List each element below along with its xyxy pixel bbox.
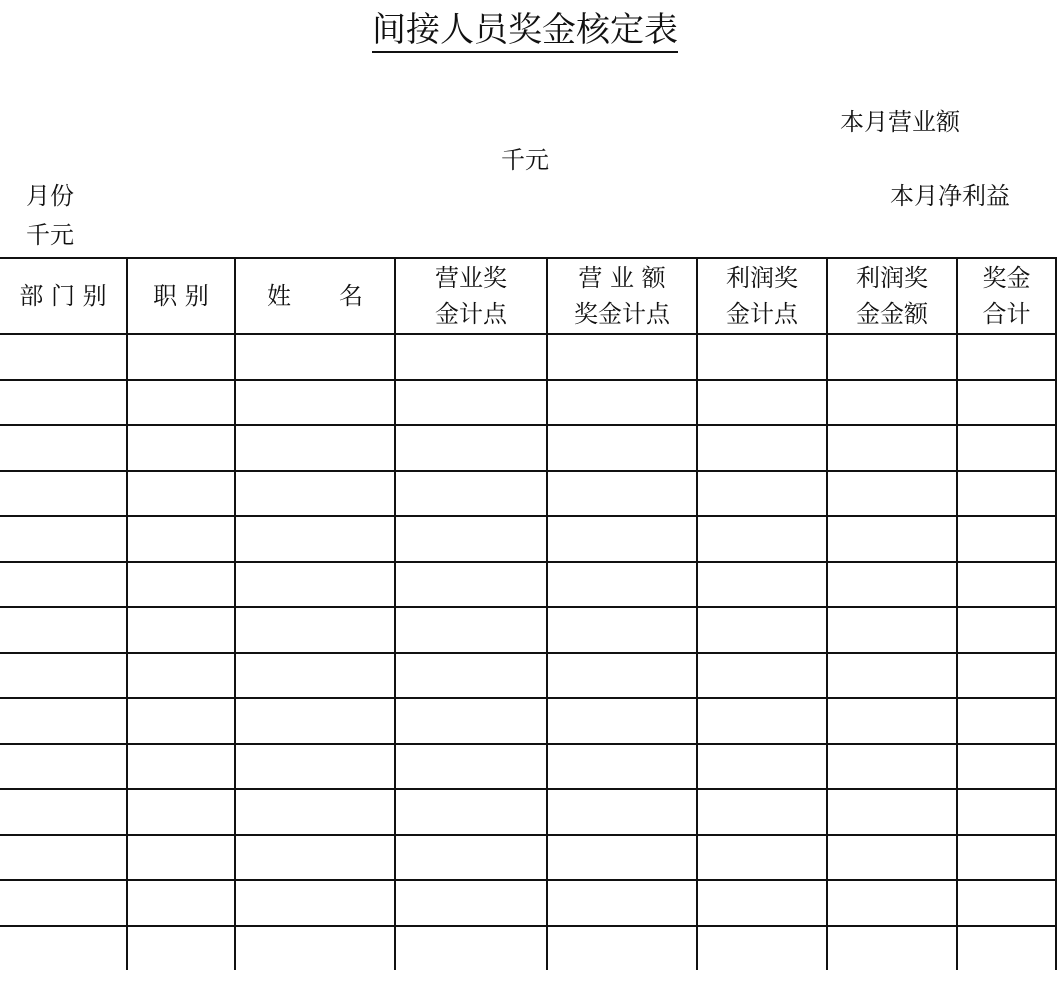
table-cell[interactable]: [547, 380, 697, 426]
table-cell[interactable]: [827, 653, 957, 699]
table-cell[interactable]: [235, 471, 395, 517]
table-row: [0, 835, 1056, 881]
table-cell[interactable]: [0, 789, 127, 835]
table-cell[interactable]: [127, 698, 235, 744]
table-cell[interactable]: [395, 516, 547, 562]
table-cell[interactable]: [127, 425, 235, 471]
table-cell[interactable]: [0, 880, 127, 926]
table-cell[interactable]: [957, 607, 1056, 653]
table-cell[interactable]: [395, 698, 547, 744]
table-cell[interactable]: [395, 471, 547, 517]
table-row: [0, 789, 1056, 835]
table-cell[interactable]: [827, 744, 957, 790]
table-cell[interactable]: [547, 880, 697, 926]
table-body: [0, 334, 1056, 970]
table-row: [0, 516, 1056, 562]
table-cell[interactable]: [697, 653, 827, 699]
table-row: [0, 926, 1056, 971]
table-cell[interactable]: [697, 835, 827, 881]
table-cell[interactable]: [697, 789, 827, 835]
table-row: [0, 562, 1056, 608]
table-cell[interactable]: [547, 653, 697, 699]
table-cell[interactable]: [235, 425, 395, 471]
profit-unit-label: 千元: [26, 221, 74, 249]
revenue-unit-label: 千元: [501, 146, 549, 174]
table-cell[interactable]: [235, 516, 395, 562]
table-cell[interactable]: [127, 471, 235, 517]
table-row: [0, 698, 1056, 744]
table-cell[interactable]: [0, 926, 127, 971]
table-cell[interactable]: [395, 880, 547, 926]
table-cell[interactable]: [0, 744, 127, 790]
table-cell[interactable]: [957, 744, 1056, 790]
table-cell[interactable]: [127, 653, 235, 699]
table-cell[interactable]: [235, 789, 395, 835]
table-cell[interactable]: [127, 516, 235, 562]
table-cell[interactable]: [127, 926, 235, 971]
table-row: [0, 380, 1056, 426]
table-cell[interactable]: [395, 926, 547, 971]
table-cell[interactable]: [235, 835, 395, 881]
table-cell[interactable]: [957, 334, 1056, 380]
table-cell[interactable]: [395, 744, 547, 790]
table-cell[interactable]: [547, 562, 697, 608]
table-cell[interactable]: [0, 425, 127, 471]
table-cell[interactable]: [547, 744, 697, 790]
table-cell[interactable]: [957, 926, 1056, 971]
table-cell[interactable]: [395, 562, 547, 608]
table-row: [0, 425, 1056, 471]
table-cell[interactable]: [697, 516, 827, 562]
table-cell[interactable]: [235, 334, 395, 380]
table-cell[interactable]: [0, 516, 127, 562]
table-cell[interactable]: [697, 562, 827, 608]
col-header-revenue-amount-bonus-points: 营 业 额 奖金计点: [547, 258, 697, 334]
table-cell[interactable]: [697, 334, 827, 380]
table-cell[interactable]: [0, 698, 127, 744]
table-cell[interactable]: [127, 380, 235, 426]
table-cell[interactable]: [395, 607, 547, 653]
table-cell[interactable]: [547, 334, 697, 380]
table-row: [0, 607, 1056, 653]
table-cell[interactable]: [697, 471, 827, 517]
table-cell[interactable]: [0, 607, 127, 653]
table-cell[interactable]: [0, 562, 127, 608]
table-cell[interactable]: [395, 835, 547, 881]
table-cell[interactable]: [547, 471, 697, 517]
table-cell[interactable]: [697, 698, 827, 744]
table-cell[interactable]: [827, 380, 957, 426]
table-cell[interactable]: [395, 789, 547, 835]
table-cell[interactable]: [547, 926, 697, 971]
table-cell[interactable]: [547, 789, 697, 835]
col-header-revenue-bonus-points: 营业奖 金计点: [395, 258, 547, 334]
table-cell[interactable]: [697, 425, 827, 471]
table-header-row: [0, 258, 1056, 334]
col-header-name: 姓 名: [235, 258, 395, 334]
table-cell[interactable]: [827, 789, 957, 835]
table-cell[interactable]: [0, 835, 127, 881]
table-cell[interactable]: [697, 744, 827, 790]
table-cell[interactable]: [957, 653, 1056, 699]
table-cell[interactable]: [957, 380, 1056, 426]
table-cell[interactable]: [697, 380, 827, 426]
table-cell[interactable]: [127, 562, 235, 608]
table-cell[interactable]: [827, 562, 957, 608]
table-cell[interactable]: [235, 380, 395, 426]
table-cell[interactable]: [957, 880, 1056, 926]
table-cell[interactable]: [697, 880, 827, 926]
table-cell[interactable]: [827, 607, 957, 653]
table-cell[interactable]: [547, 698, 697, 744]
table-cell[interactable]: [235, 926, 395, 971]
table-cell[interactable]: [235, 653, 395, 699]
table-cell[interactable]: [127, 744, 235, 790]
table-cell[interactable]: [957, 516, 1056, 562]
table-cell[interactable]: [957, 698, 1056, 744]
monthly-revenue-label: 本月营业额: [840, 108, 960, 136]
col-header-bonus-total: 奖金 合计: [957, 258, 1056, 334]
month-label: 月份: [26, 182, 74, 210]
table-cell[interactable]: [827, 471, 957, 517]
table-cell[interactable]: [395, 425, 547, 471]
table-cell[interactable]: [127, 835, 235, 881]
table-cell[interactable]: [235, 744, 395, 790]
table-cell[interactable]: [127, 607, 235, 653]
col-header-profit-bonus-points: 利润奖 金计点: [697, 258, 827, 334]
table-cell[interactable]: [235, 880, 395, 926]
table-cell[interactable]: [127, 880, 235, 926]
table-cell[interactable]: [127, 334, 235, 380]
table-cell[interactable]: [0, 334, 127, 380]
table-cell[interactable]: [827, 698, 957, 744]
table-cell[interactable]: [235, 698, 395, 744]
form-title: 间接人员奖金核定表: [0, 6, 1050, 54]
table-cell[interactable]: [547, 607, 697, 653]
table-cell[interactable]: [0, 380, 127, 426]
col-header-profit-bonus-amount: 利润奖 金金额: [827, 258, 957, 334]
table-cell[interactable]: [697, 607, 827, 653]
table-cell[interactable]: [547, 516, 697, 562]
table-cell[interactable]: [547, 835, 697, 881]
table-cell[interactable]: [827, 425, 957, 471]
table-cell[interactable]: [957, 835, 1056, 881]
table-cell[interactable]: [827, 880, 957, 926]
table-row: [0, 471, 1056, 517]
table-cell[interactable]: [235, 607, 395, 653]
table-cell[interactable]: [127, 789, 235, 835]
table-cell[interactable]: [957, 425, 1056, 471]
table-cell[interactable]: [0, 471, 127, 517]
table-cell[interactable]: [827, 926, 957, 971]
table-cell[interactable]: [957, 789, 1056, 835]
table-cell[interactable]: [395, 380, 547, 426]
table-cell[interactable]: [697, 926, 827, 971]
monthly-profit-label: 本月净利益: [890, 182, 1010, 210]
col-header-position: 职 别: [127, 258, 235, 334]
table-cell[interactable]: [235, 562, 395, 608]
table-cell[interactable]: [827, 835, 957, 881]
table-row: [0, 744, 1056, 790]
table-cell[interactable]: [827, 516, 957, 562]
table-cell[interactable]: [0, 653, 127, 699]
table-cell[interactable]: [827, 334, 957, 380]
table-row: [0, 334, 1056, 380]
table-row: [0, 880, 1056, 926]
table-cell[interactable]: [395, 653, 547, 699]
table-cell[interactable]: [957, 562, 1056, 608]
table-cell[interactable]: [957, 471, 1056, 517]
table-cell[interactable]: [547, 425, 697, 471]
col-header-department: 部 门 别: [0, 258, 127, 334]
table-cell[interactable]: [395, 334, 547, 380]
table-row: [0, 653, 1056, 699]
bonus-table: [0, 257, 1057, 970]
